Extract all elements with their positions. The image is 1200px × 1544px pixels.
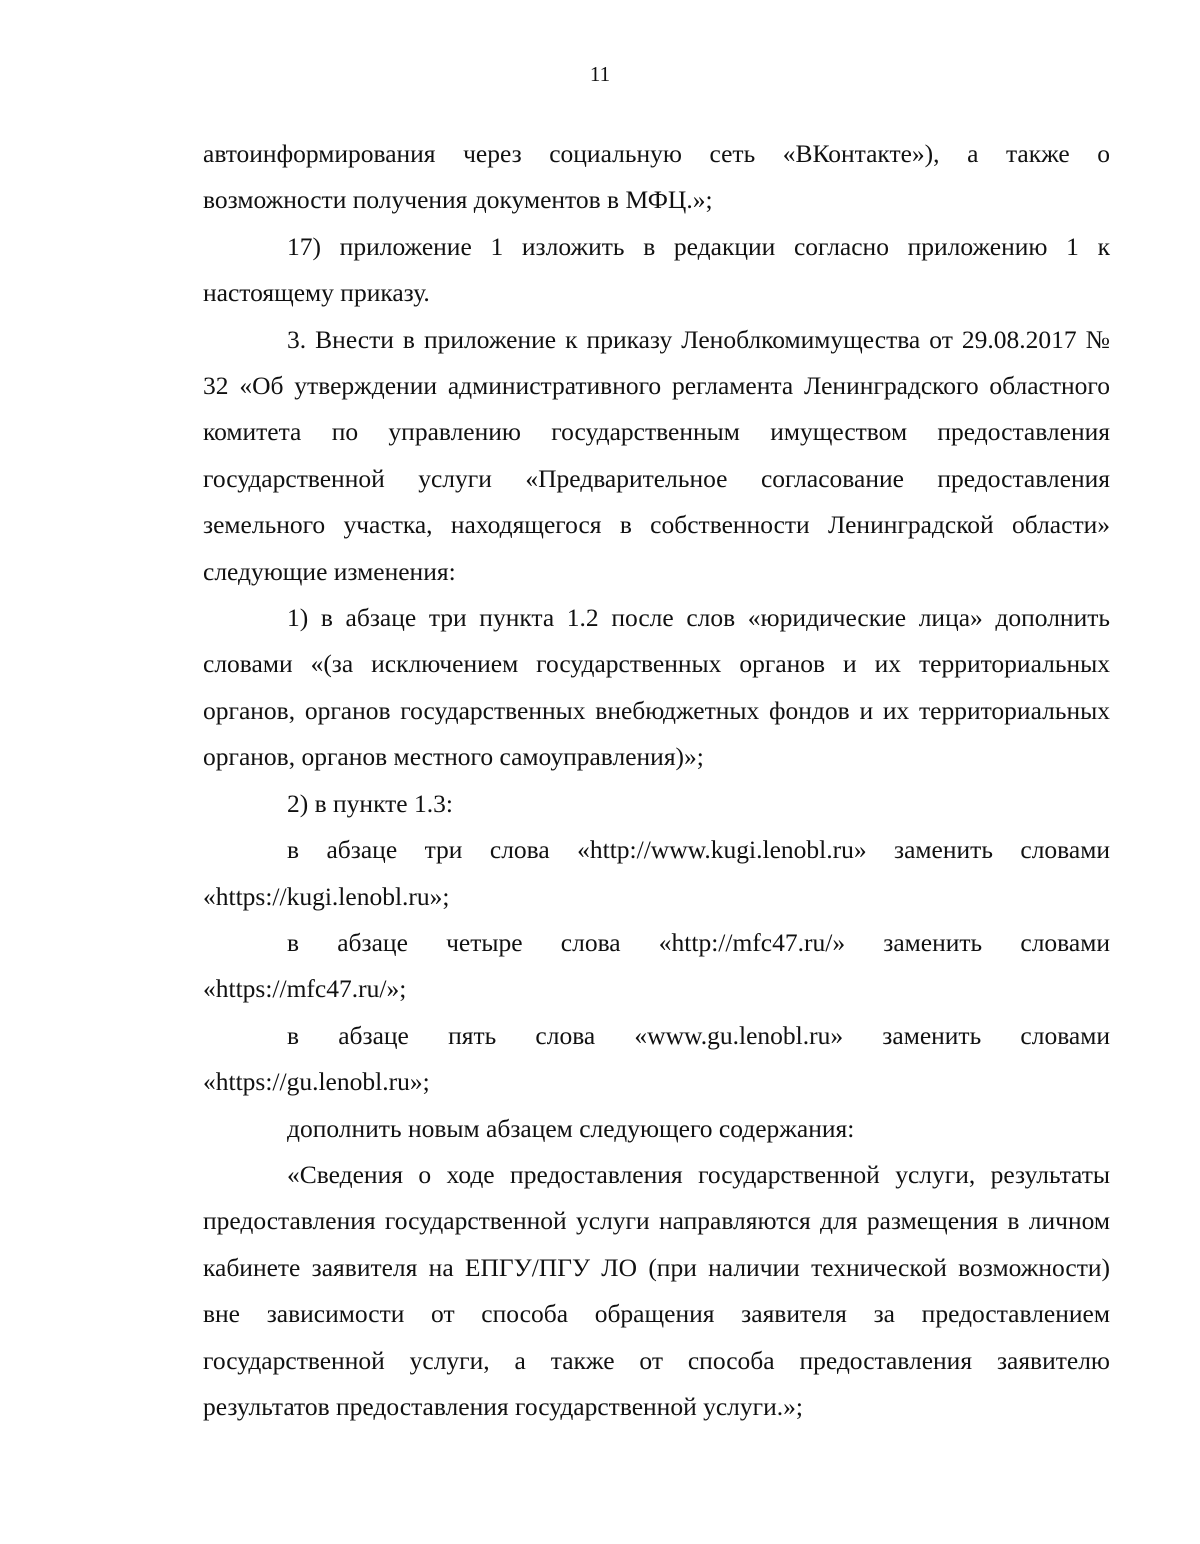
- paragraph-item-17: 17) приложение 1 изложить в редакции согласно приложению 1 к настоящему приказу.: [203, 231, 1110, 308]
- paragraph-abzac-five: в абзаце пять слова «www.gu.lenobl.ru» заменить словами «https://gu.lenobl.ru»;: [203, 1020, 1110, 1097]
- document-body: [203, 131, 1110, 1430]
- paragraph-abzac-three: в абзаце три слова «http://www.kugi.lenobl.ru» заменить словами «https://kugi.lenobl.ru»;: [203, 835, 1110, 911]
- paragraph-item-3: 3. Внести в приложение к приказу Леноблкомимущества от 29.08.2017 № 32 «Об утверждении административного регламента Ленинградского областного комитета по управлению государственным имуществом предоставления государственной услуги «Предварительное согласование предоставления земельного участка, находящегося в собственности Ленинградской области» следующие изменения:: [203, 324, 1110, 586]
- page-number: 11: [589, 62, 611, 86]
- paragraph-subitem-1: 1) в абзаце три пункта 1.2 после слов «юридические лица» дополнить словами «(за исключением государственных органов и их территориальных органов, органов государственных внебюджетных фондов и их территориальных органов, органов местного самоуправления)»;: [203, 603, 1110, 772]
- paragraph-subitem-2: 2) в пункте 1.3:: [287, 788, 453, 818]
- paragraph-continuation: автоинформирования через социальную сеть «ВКонтакте»), а также о возможности получения документов в МФЦ.»;: [203, 139, 1110, 215]
- paragraph-add-new: дополнить новым абзацем следующего содержания:: [287, 1113, 855, 1143]
- paragraph-abzac-four: в абзаце четыре слова «http://mfc47.ru/» заменить словами «https://mfc47.ru/»;: [203, 927, 1110, 1004]
- paragraph-quoted-insert: «Сведения о ходе предоставления государственной услуги, результаты предоставления государственной услуги направляются для размещения в личном кабинете заявителя на ЕПГУ/ПГУ ЛО (при наличии технической возможности) вне зависимости от способа обращения заявителя за предоставлением государственной услуги, а также от способа предоставления заявителю результатов предоставления государственной услуги.»;: [203, 1159, 1110, 1421]
